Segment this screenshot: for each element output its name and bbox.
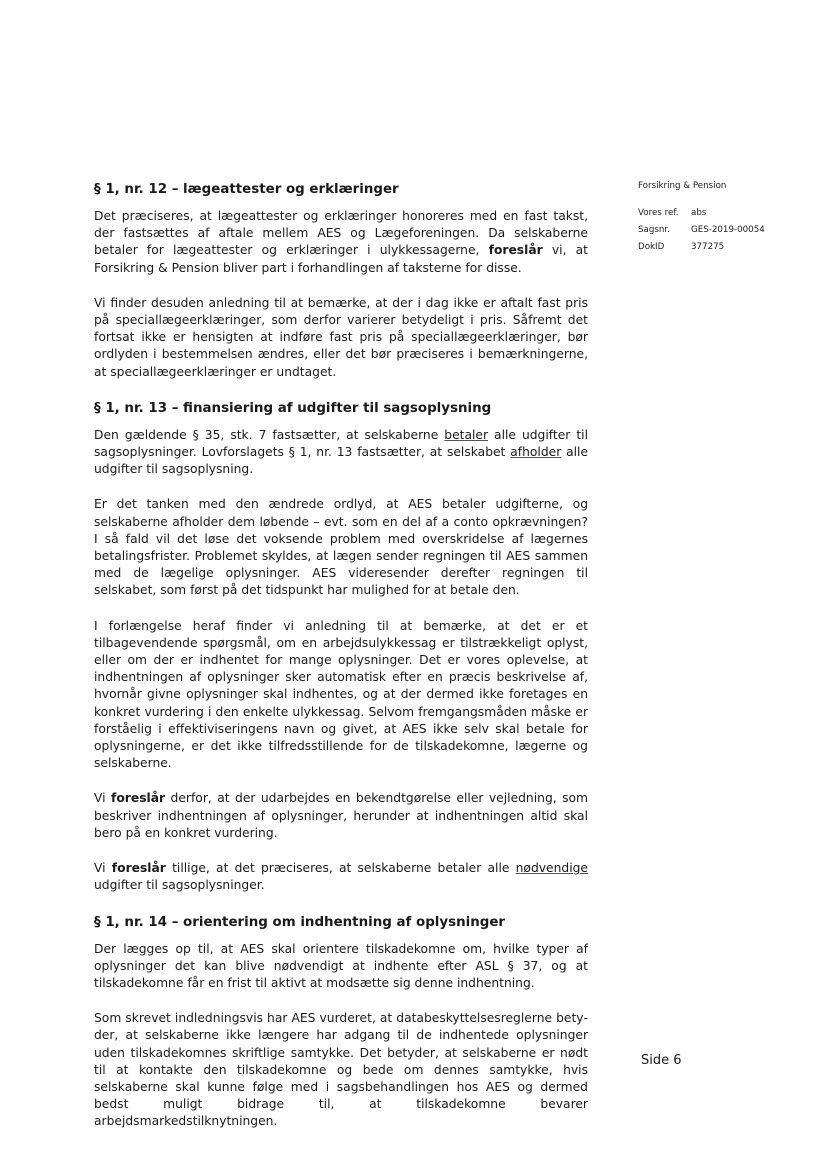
text-run: Vi: [94, 861, 112, 876]
paragraph: [94, 790, 588, 842]
meta-row-document-id: [638, 239, 765, 256]
text-run: tillige, at det præciseres, at selskaberne betaler alle: [165, 861, 516, 876]
paragraph: Er det tanken med den ændrede ordlyd, at AES betaler udgifterne, og selskaberne afholder dem løbende – evt. som en del af a conto opkrævningen? I så fald vil det løse det voksende problem med overskridelse af lægernes betalingsfrister. Problemet skyldes, at lægen sender regningen til AES sammen med de lægelige oplysninger. AES videresender derefter regningen til selskabet, som først på det tidspunkt har mulighed for at betale den.: [94, 497, 588, 598]
meta-label: Sagsnr.: [638, 225, 670, 235]
bold-text: foreslår: [488, 243, 543, 258]
bold-text: foreslår: [111, 861, 166, 876]
text-run: vi, at Forsikring & Pension bliver part i forhandlingen af taksterne for disse.: [94, 243, 588, 275]
section-heading-12: § 1, nr. 12 – lægeattester og erklæringer: [94, 182, 399, 197]
document-body: [94, 180, 588, 1143]
paragraph: Vi finder desuden anledning til at bemærke, at der i dag ikke er aftalt fast pris på speciallægeerklæringer, som derfor varierer betydeligt i pris. Såfremt det fortsat ikke er hensigten at indføre fast pris på speciallægeerklæringer, bør ordlyden i bestemmelsen ændres, eller det bør præciseres i bemærkningerne, at speciallægeerklæringer er undtaget.: [94, 295, 588, 379]
meta-value: 377275: [691, 242, 725, 252]
section-heading-14: § 1, nr. 14 – orientering om indhentning af oplysninger: [94, 914, 506, 930]
meta-label: Vores ref.: [638, 208, 679, 218]
underlined-text: afholder: [510, 445, 562, 460]
section-heading-13: § 1, nr. 13 – finansiering af udgifter til sagsoplysning: [94, 400, 492, 416]
bold-text: foreslår: [111, 791, 166, 806]
paragraph: Som skrevet indledningsvis har AES vurderet, at databeskyttelsesreglerne betyder, at selskaberne ikke længere har adgang til de indhentede oplysninger uden tilskadekomnes skriftlige samtykke. Det betyder, at selskaberne er nødt til at kontakte den tilskadekomne og bede om dennes samtykke, hvis selskaberne skal kunne følge med i sagsbehandlingen hos AES og dermed bedst muligt bidrage til, at tilskadekomne bevarer arbejdsmarkedstilknytningen.: [94, 1011, 588, 1129]
meta-value: GES-2019-00054: [691, 225, 765, 235]
sidebar: [638, 178, 765, 256]
meta-value: abs: [691, 208, 707, 218]
paragraph: I forlængelse heraf finder vi anledning til at bemærke, at det er et tilbagevendende spørgsmål, om en arbejdsulykkessag er tilstrækkeligt oplyst, eller om der er indhentet for mange oplysninger. Det er vores oplevelse, at indhentningen af oplysninger sker automatisk efter en præcis beskrivelse af, hvornår givne oplysninger skal indhentes, og at der dermed ikke foretages en konkret vurdering i den enkelte ulykkessag. Selvom fremgangsmåden måske er forståelig i effektiviseringens navn og givet, at AES ikke selv skal betale for oplysningerne, er det ikke tilfredsstillende for de tilskadekomne, lægerne og selskaberne.: [94, 618, 588, 771]
sender-organization: Forsikring & Pension: [638, 181, 727, 191]
underlined-text: betaler: [444, 427, 489, 442]
text-run: alle udgifter til sagsoplysninger. Lovforslagets § 1, nr. 13 fastsætter, at selskabet: [94, 427, 588, 460]
paragraph: [94, 208, 588, 277]
meta-row-case-number: [638, 222, 765, 239]
text-run: Det præciseres, at lægeattester og erklæringer honoreres med en fast takst, der fastsættes af aftale mellem AES og Lægeforeningen. Da selskaberne betaler for lægeattester og erklæringer i ulykkessagerne,: [94, 209, 588, 258]
meta-row-reference: [638, 205, 765, 222]
text-run: alle udgifter til sagsoplysning.: [94, 445, 589, 477]
underlined-text: nødvendige: [515, 861, 588, 876]
text-run: Vi: [94, 791, 111, 806]
text-run: derfor, at der udarbejdes en bekendtgørelse eller vejledning, som beskriver indhentningen af oplysninger, herunder at indhentningen altid skal bero på en konkret vurdering.: [94, 791, 588, 840]
text-run: udgifter til sagsoplysninger.: [94, 878, 265, 893]
paragraph: Der lægges op til, at AES skal orientere tilskadekomne om, hvilke typer af oplysninger det kan blive nødvendigt at indhente efter ASL § 37, og at tilskadekomne får en frist til aktivt at modsætte sig denne indhentning.: [94, 941, 588, 990]
page-number: Side 6: [641, 1053, 682, 1068]
paragraph: [94, 427, 588, 479]
paragraph: [94, 860, 588, 894]
text-run: Den gældende § 35, stk. 7 fastsætter, at selskaberne: [94, 427, 445, 442]
meta-label: DokID: [638, 242, 665, 252]
